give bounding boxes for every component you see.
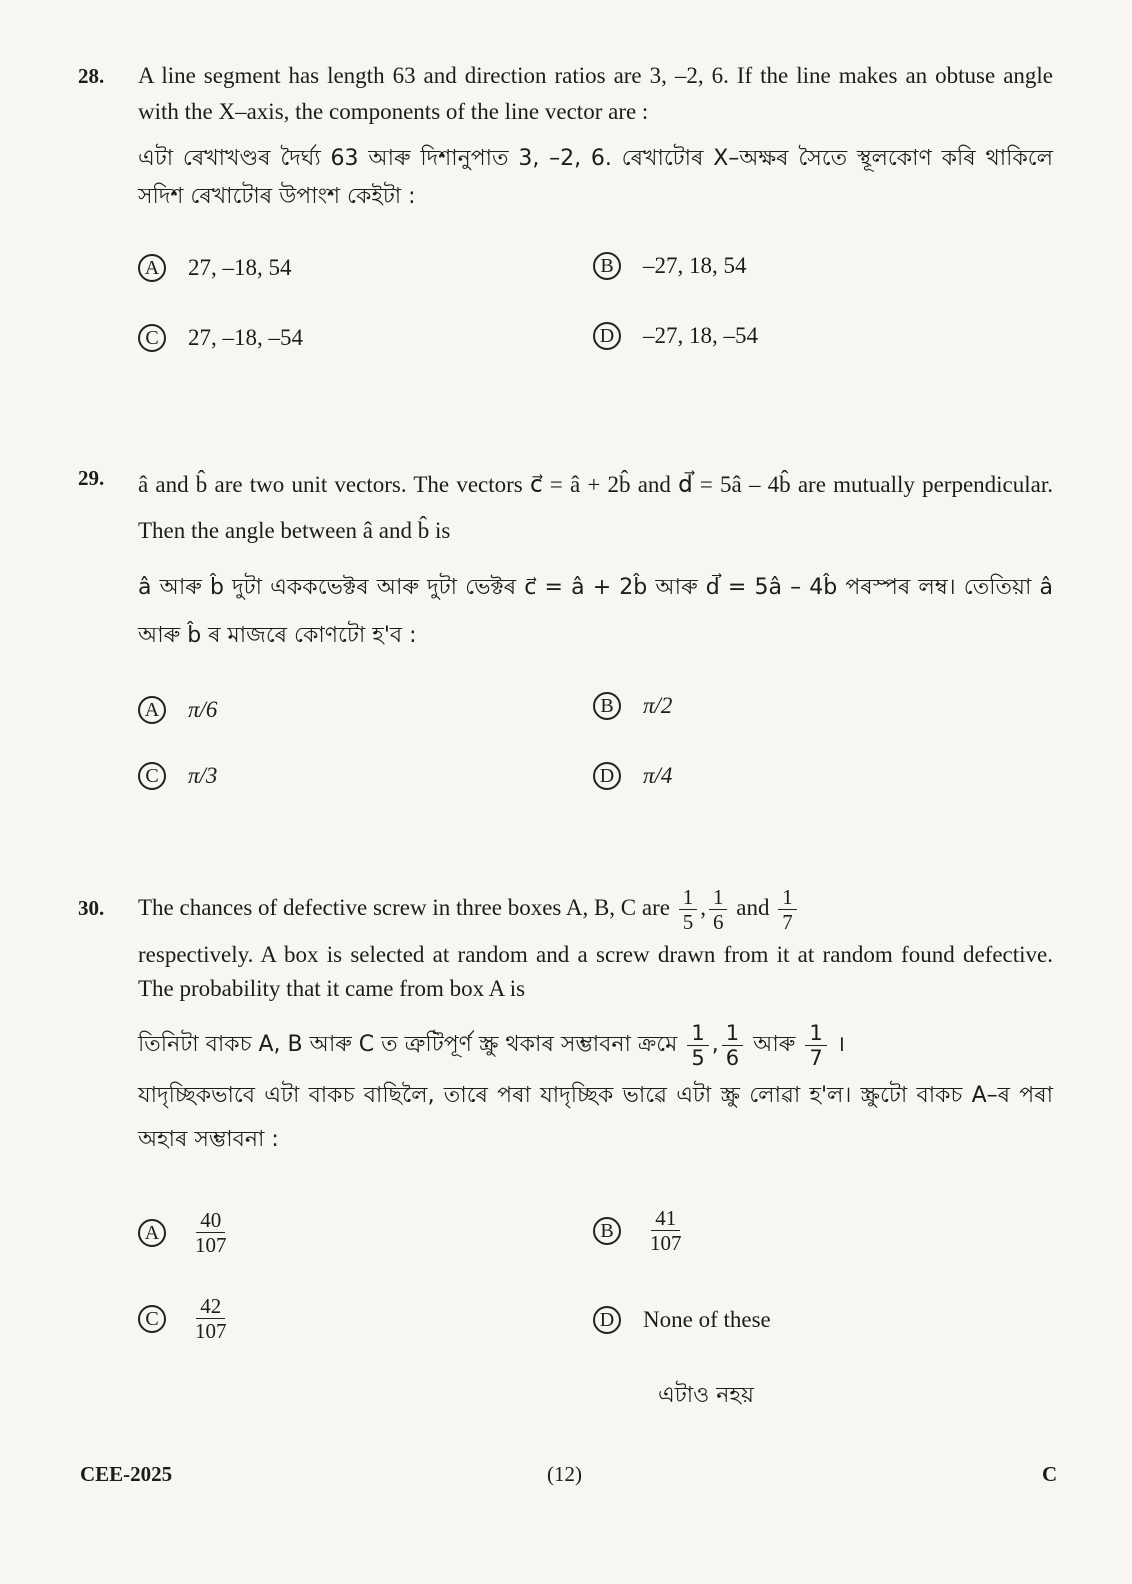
option-fraction: $\frac{42}{107}$ (195, 1294, 227, 1343)
question-assamese: এটা ৰেখাখণ্ডৰ দৈৰ্ঘ্য 63 আৰু দিশানুপাত 3, –2, 6. ৰেখাটোৰ X–অক্ষৰ সৈতে স্থূলকোণ কৰি থাকিলে সদিশ ৰেখাটোৰ উপাংশ কেইটা : (138, 146, 1053, 209)
option-text: 27, –18, 54 (188, 255, 292, 280)
question-number: 28. (78, 64, 105, 88)
question-assamese-danda: । (836, 1032, 846, 1057)
option-text: –27, 18, 54 (643, 253, 747, 278)
option-c[interactable] (138, 1294, 234, 1343)
option-d[interactable] (593, 1306, 771, 1334)
question-number: 29. (78, 466, 105, 490)
question-assamese-rest: যাদৃচ্ছিকভাবে এটা বাকচ বাছিলৈ, তাৰে পৰা যাদৃচ্ছিক ভাৱে এটা স্ক্ৰু লোৱা হ'ল। স্ক্ৰুটো বাকচ A–ৰ পৰা অহাৰ সম্ভাবনা : (138, 1083, 1053, 1152)
question-english-rest: respectively. A box is selected at random and a screw drawn from it at random found defective. The probability that it came from box A is (138, 942, 1053, 1001)
option-letter: A (138, 696, 166, 724)
option-d[interactable] (593, 762, 672, 790)
option-letter: B (593, 692, 621, 720)
question-text (138, 58, 1053, 216)
question-english: A line segment has length 63 and direction ratios are 3, –2, 6. If the line makes an obtuse angle with the X–axis, the components of the line vector are : (138, 63, 1053, 124)
option-fraction: $\frac{40}{107}$ (195, 1208, 227, 1257)
option-a[interactable] (138, 696, 217, 724)
question-text (138, 880, 1053, 1162)
option-text: π/2 (643, 693, 673, 718)
footer-exam-code: CEE-2025 (80, 1462, 173, 1486)
option-c[interactable] (138, 762, 217, 790)
option-a[interactable] (138, 1208, 234, 1257)
fraction-one-seventh: $\frac{1}{7}$ (778, 885, 797, 934)
question-english-line1: The chances of defective screw in three boxes A, B, C are $\frac{1}{5}$ , $\frac{1}{6}$ and $\frac{1}{7}$ (138, 880, 1053, 936)
fraction-one-sixth: $\frac{1}{6}$ (709, 885, 728, 934)
question-assamese-lead: তিনিটা বাকচ A, B আৰু C ত ত্ৰুটিপূৰ্ণ স্ক্ৰু থকাৰ সম্ভাবনা ক্ৰমে (138, 1032, 678, 1057)
option-letter: D (593, 322, 621, 350)
footer-page-number: (12) (547, 1462, 582, 1486)
question-number: 30. (78, 896, 105, 920)
option-c[interactable] (138, 324, 303, 352)
option-text: π/6 (188, 697, 218, 722)
option-letter: C (138, 324, 166, 352)
option-letter: D (593, 762, 621, 790)
fraction-one-fifth: $\frac{1}{5}$ (679, 885, 698, 934)
option-fraction: $\frac{41}{107}$ (650, 1206, 682, 1255)
question-assamese: â আৰু b̂ দুটা এককভেক্টৰ আৰু দুটা ভেক্টৰ c⃗ = â + 2b̂ আৰু d⃗ = 5â – 4b̂ পৰস্পৰ লম্ব। তেতিয়া â আৰু b̂ ৰ মাজৰে কোণটো হ'ব : (138, 575, 1053, 648)
fraction-one-fifth: $\frac{1}{5}$ (687, 1021, 708, 1070)
option-d[interactable] (593, 322, 758, 350)
question-english-lead: The chances of defective screw in three boxes A, B, C are (138, 895, 670, 920)
option-letter: B (593, 252, 621, 280)
option-b[interactable] (593, 692, 672, 720)
option-text: π/4 (643, 763, 673, 788)
option-letter: D (593, 1306, 621, 1334)
option-b[interactable] (593, 252, 747, 280)
option-text: π/3 (188, 763, 218, 788)
question-english: â and b̂ are two unit vectors. The vectors c⃗ = â + 2b̂ and d⃗ = 5â – 4b̂ are mutually perpendicular. Then the angle between â and b̂ is (138, 472, 1053, 543)
fraction-one-sixth: $\frac{1}{6}$ (722, 1021, 743, 1070)
option-text: 27, –18, –54 (188, 325, 303, 350)
question-text (138, 462, 1053, 660)
option-a[interactable] (138, 254, 292, 282)
fraction-one-seventh: $\frac{1}{7}$ (805, 1021, 826, 1070)
option-letter: A (138, 1219, 166, 1247)
option-text: –27, 18, –54 (643, 323, 758, 348)
option-letter: A (138, 254, 166, 282)
option-letter: C (138, 1305, 166, 1333)
option-letter: B (593, 1217, 621, 1245)
question-assamese-and: আৰু (753, 1032, 796, 1057)
question-assamese-line1: তিনিটা বাকচ A, B আৰু C ত ত্ৰুটিপূৰ্ণ স্ক্ৰু থকাৰ সম্ভাবনা ক্ৰমে $\frac{1}{5}$ , $\frac{1}{6}$ আৰু $\frac{1}{7}$ । (138, 1020, 846, 1070)
footer-set-code: C (1042, 1462, 1058, 1486)
option-d-assamese: এটাও নহয় (658, 1383, 754, 1408)
option-text: None of these (643, 1307, 771, 1332)
option-letter: C (138, 762, 166, 790)
option-b[interactable] (593, 1206, 689, 1255)
question-english-and: and (736, 895, 770, 920)
